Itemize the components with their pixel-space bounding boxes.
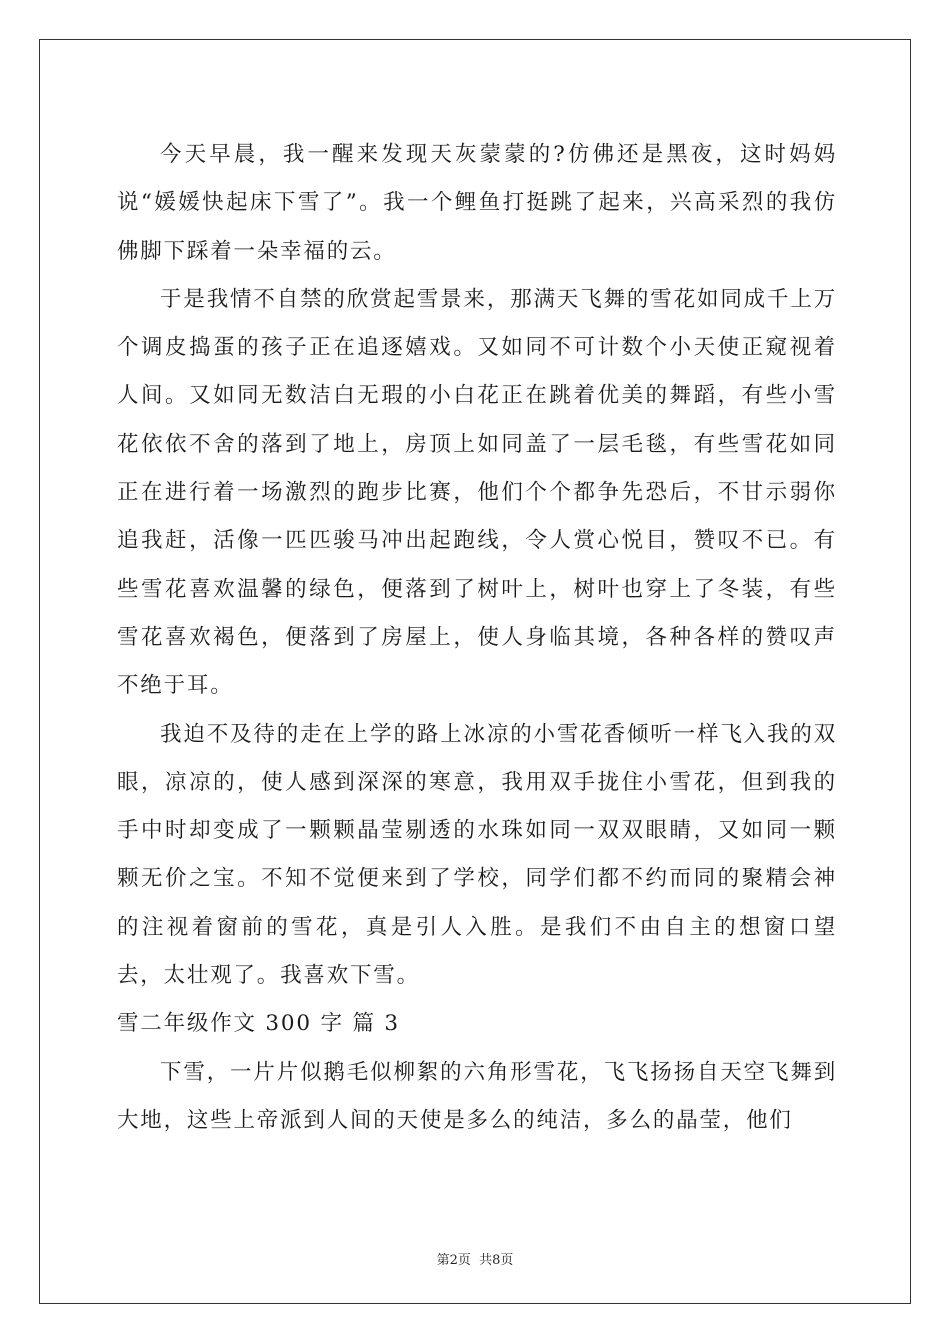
section-title: 雪二年级作文 300 字 篇 3 (117, 1011, 400, 1037)
total-pages: 共8页 (479, 1253, 514, 1268)
paragraph-4: 下雪，一片片似鹅毛似柳絮的六角形雪花，飞飞扬扬自天空飞舞到大地，这些上帝派到人间的天使是多么的纯洁，多么的晶莹，他们 (117, 1059, 837, 1133)
page-footer (0, 1249, 950, 1268)
paragraph-3: 我迫不及待的走在上学的路上冰凉的小雪花香倾听一样飞入我的双眼，凉凉的，使人感到深深的寒意，我用双手拢住小雪花，但到我的手中时却变成了一颗颗晶莹剔透的水珠如同一双双眼睛，又如同一颗颗无价之宝。不知不觉便来到了学校，同学们都不约而同的聚精会神的注视着窗前的雪花，真是引人入胜。是我们不由自主的想窗口望去，太壮观了。我喜欢下雪。 (117, 721, 837, 989)
current-page-number: 第2页 (436, 1253, 471, 1268)
paragraph-1: 今天早晨，我一醒来发现天灰蒙蒙的?仿佛还是黑夜，这时妈妈说“媛媛快起床下雪了”。我一个鲤鱼打挺跳了起来，兴高采烈的我仿佛脚下踩着一朵幸福的云。 (117, 142, 837, 264)
paragraph-2: 于是我情不自禁的欣赏起雪景来，那满天飞舞的雪花如同成千上万个调皮捣蛋的孩子正在追逐嬉戏。又如同不可计数个小天使正窥视着人间。又如同无数洁白无瑕的小白花正在跳着优美的舞蹈，有些小雪花依依不舍的落到了地上，房顶上如同盖了一层毛毯，有些雪花如同正在进行着一场激烈的跑步比赛，他们个个都争先恐后，不甘示弱你追我赶，活像一匹匹骏马冲出起跑线，令人赏心悦目，赞叹不已。有些雪花喜欢温馨的绿色，便落到了树叶上，树叶也穿上了冬装，有些雪花喜欢褐色，便落到了房屋上，使人身临其境，各种各样的赞叹声不绝于耳。 (117, 286, 837, 699)
document-body (117, 131, 837, 1145)
